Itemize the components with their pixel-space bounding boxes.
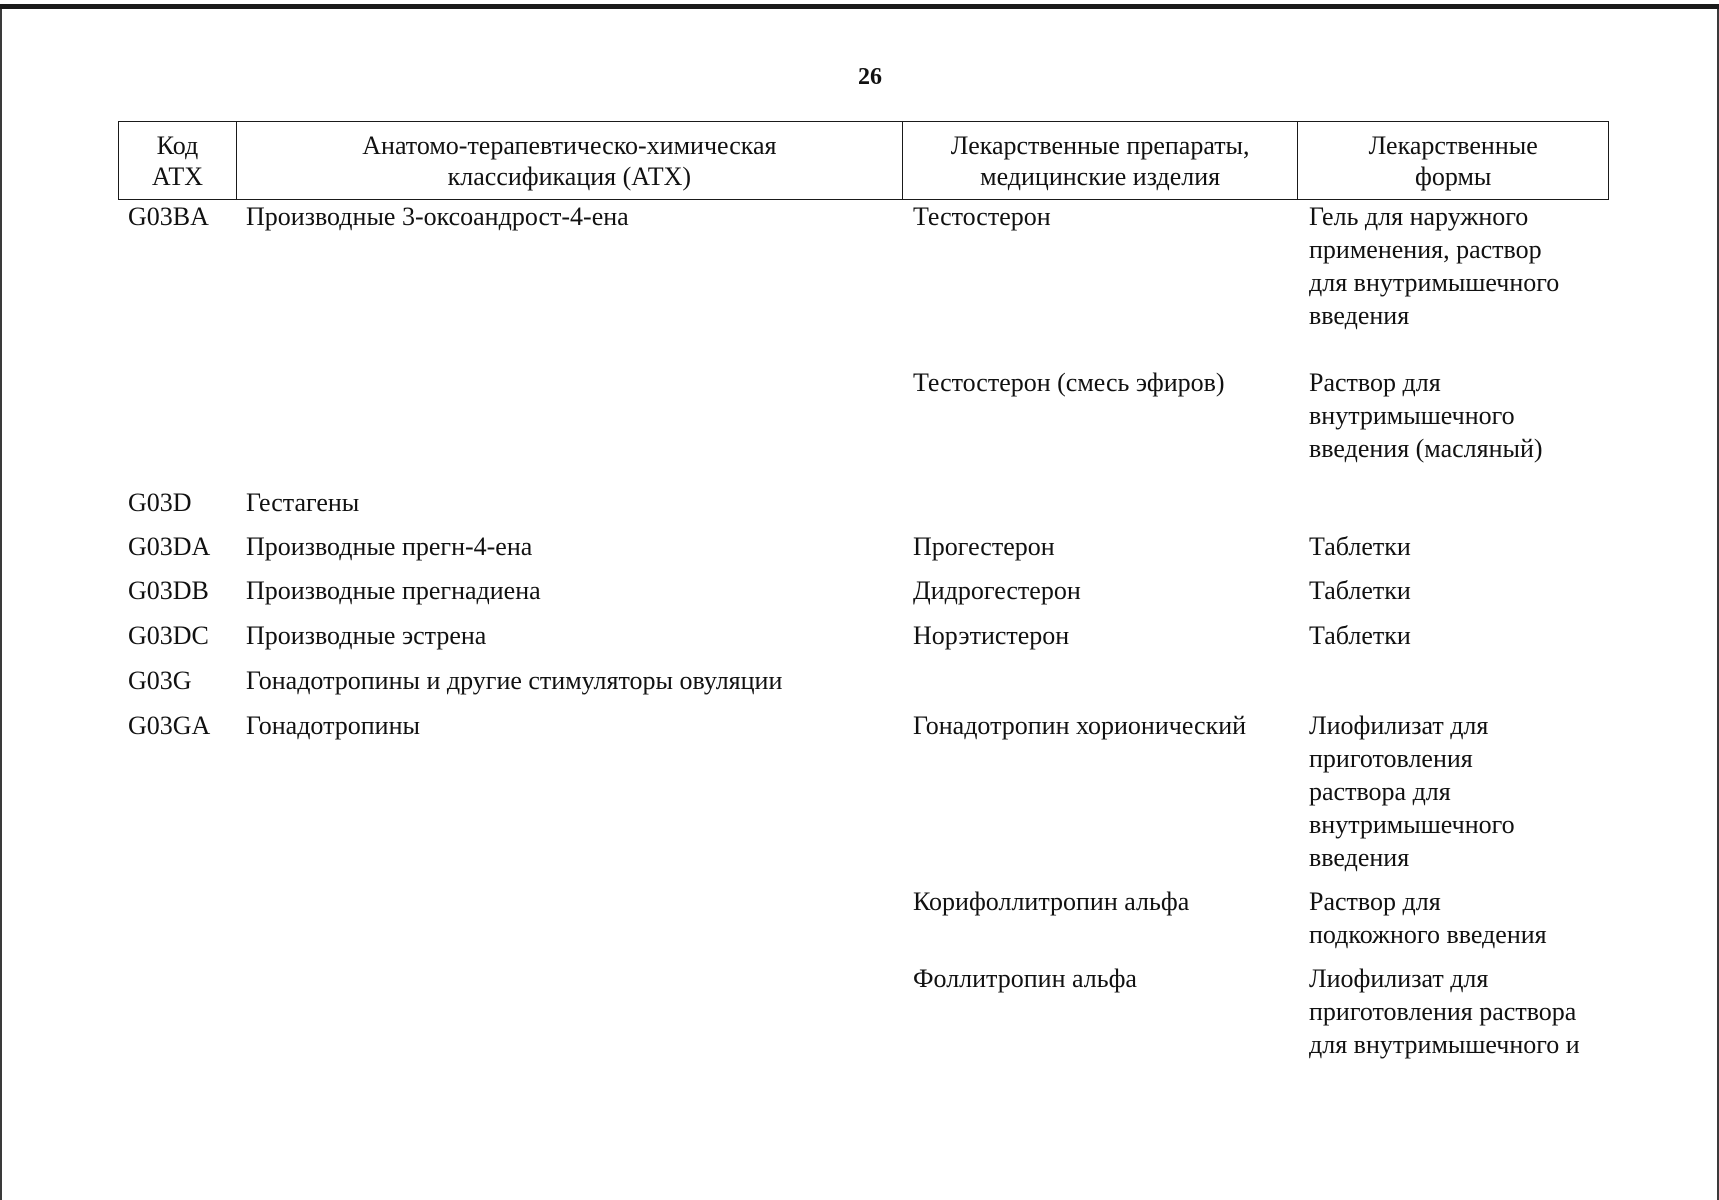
drug-name: Тестостерон (смесь эфиров) — [913, 368, 1225, 397]
atc-code: G03DA — [128, 532, 211, 561]
atc-code: G03BA — [128, 202, 209, 231]
drug-name — [903, 664, 1299, 709]
table-row — [118, 962, 1609, 1072]
table-row — [118, 709, 1609, 885]
dosage-form: Раствор для внутримышечного введения (масляный) — [1309, 368, 1543, 463]
drug-name: Корифоллитропин альфа — [913, 887, 1190, 916]
dosage-form — [1299, 664, 1609, 709]
table-row — [118, 885, 1609, 962]
dosage-form — [1299, 486, 1609, 530]
drug-name — [903, 486, 1299, 530]
left-border-line — [0, 9, 2, 1200]
drug-name: Прогестерон — [913, 532, 1055, 561]
atc-code — [118, 962, 236, 1072]
drug-name: Гонадотропин хорионический — [913, 711, 1247, 740]
dosage-form: Раствор для подкожного введения — [1309, 887, 1547, 949]
table-body — [118, 200, 1609, 1072]
dosage-form: Лиофилизат для приготовления раствора для внутримышечного и — [1309, 964, 1580, 1059]
atc-classification — [236, 366, 903, 486]
atc-code: G03GA — [128, 711, 211, 740]
drug-name: Фоллитропин альфа — [913, 964, 1137, 993]
atc-code — [118, 885, 236, 962]
table-row — [118, 200, 1609, 366]
dosage-form: Таблетки — [1309, 621, 1411, 650]
header-classification: Анатомо-терапевтическо-химическая классификация (АТХ) — [237, 122, 903, 199]
table-row — [118, 619, 1609, 664]
atc-code: G03DB — [128, 576, 209, 605]
header-forms: Лекарственные формы — [1368, 130, 1538, 191]
atc-classification: Гестагены — [246, 488, 360, 517]
atc-classification — [236, 962, 903, 1072]
atc-classification: Производные прегн-4-ена — [246, 532, 533, 561]
header-code: Код АТХ — [119, 122, 237, 199]
dosage-form: Гель для наружного применения, раствор для внутримышечного введения — [1309, 202, 1560, 330]
table-row — [118, 486, 1609, 530]
atc-classification: Гонадотропины — [246, 711, 420, 740]
atc-classification: Производные эстрена — [246, 621, 487, 650]
atc-code — [118, 366, 236, 486]
top-border-line — [0, 4, 1719, 9]
table-row — [118, 366, 1609, 486]
table-row — [118, 664, 1609, 709]
atc-classification: Производные прегнадиена — [246, 576, 541, 605]
dosage-form: Лиофилизат для приготовления раствора для внутримышечного введения — [1309, 711, 1515, 872]
dosage-form: Таблетки — [1309, 576, 1411, 605]
atc-classification — [236, 885, 903, 962]
atc-code: G03G — [128, 666, 192, 695]
table-row — [118, 530, 1609, 574]
drug-name: Норэтистерон — [913, 621, 1070, 650]
table-row — [118, 574, 1609, 619]
atc-classification: Производные 3-оксоандрост-4-ена — [246, 202, 629, 231]
dosage-form: Таблетки — [1309, 532, 1411, 561]
header-drugs: Лекарственные препараты, медицинские изделия — [903, 122, 1298, 199]
atc-classification: Гонадотропины и другие стимуляторы овуляции — [246, 666, 783, 695]
atc-code: G03D — [128, 488, 192, 517]
table-header — [118, 121, 1609, 200]
drug-name: Дидрогестерон — [913, 576, 1081, 605]
drug-name: Тестостерон — [913, 202, 1051, 231]
atc-code: G03DC — [128, 621, 209, 650]
page-number: 26 — [858, 64, 882, 90]
